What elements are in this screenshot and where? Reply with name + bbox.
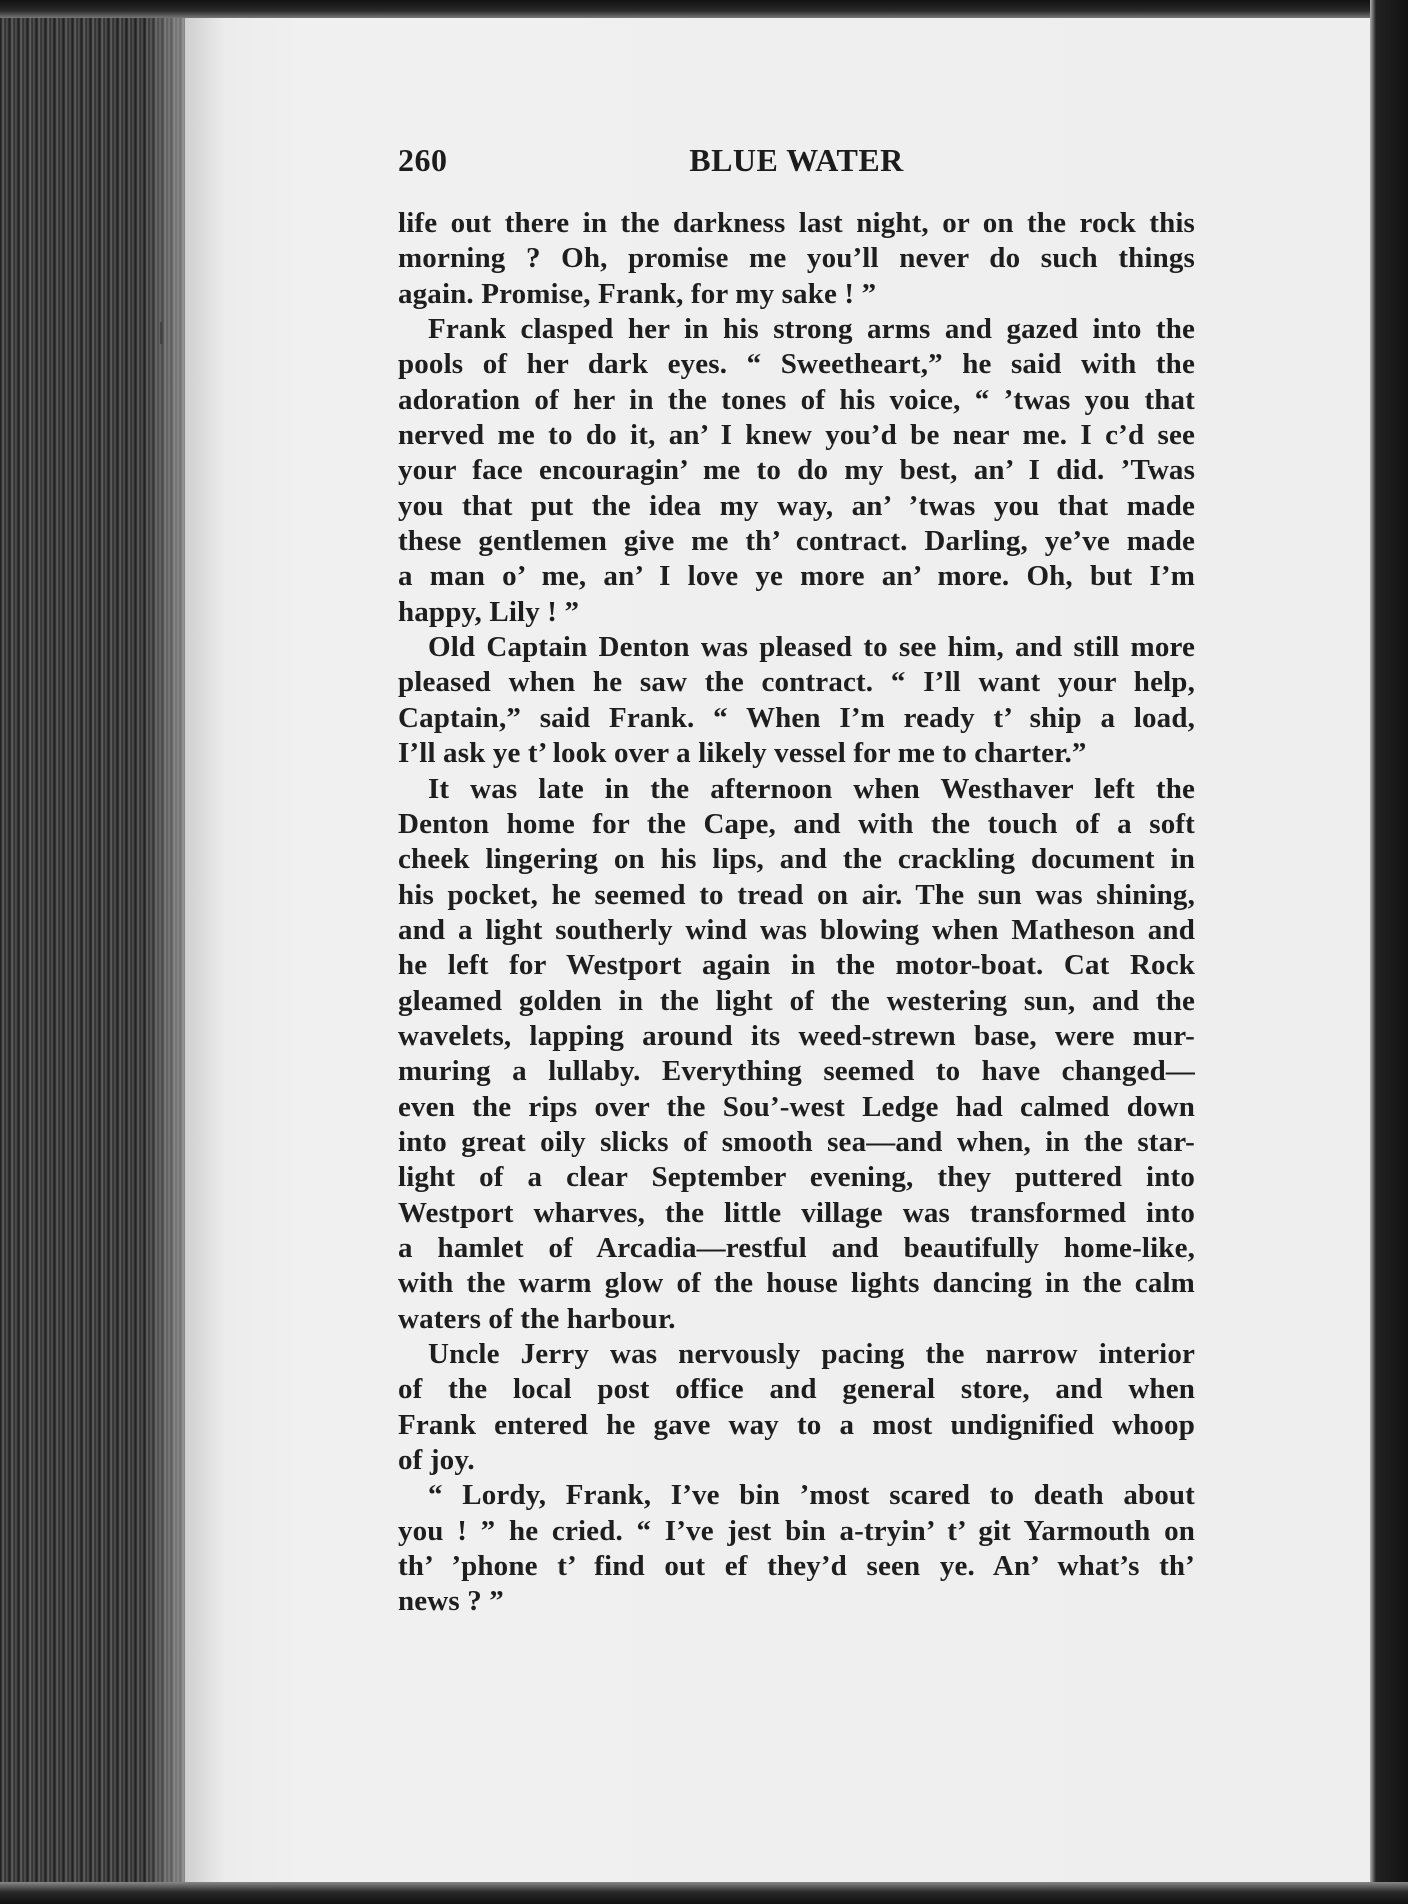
page-paper xyxy=(185,18,1370,1882)
text-line: into great oily slicks of smooth sea—and when, in the star- xyxy=(398,1125,1195,1158)
text-line: gleamed golden in the light of the westering sun, and the xyxy=(398,984,1195,1017)
text-line: news ? ” xyxy=(398,1585,504,1618)
scan-top-border xyxy=(0,0,1408,18)
text-line: life out there in the darkness last night, or on the rock this xyxy=(398,207,1195,239)
text-line: morning ? Oh, promise me you’ll never do such things xyxy=(398,242,1195,275)
text-line: light of a clear September evening, they puttered into xyxy=(398,1161,1195,1194)
scan-right-border xyxy=(1370,0,1408,1904)
text-line: Old Captain Denton was pleased to see him, and still more xyxy=(428,631,1195,664)
page-number: 260 xyxy=(398,142,448,178)
text-line: these gentlemen give me th’ contract. Darling, ye’ve made xyxy=(398,525,1195,558)
text-line: happy, Lily ! ” xyxy=(398,595,580,628)
text-line: and a light southerly wind was blowing when Matheson and xyxy=(398,913,1195,946)
text-line: he left for Westport again in the motor-boat. Cat Rock xyxy=(398,949,1195,982)
text-line: of the local post office and general store, and when xyxy=(398,1373,1195,1406)
text-line: even the rips over the Sou’-west Ledge had calmed down xyxy=(398,1090,1195,1123)
text-line: again. Promise, Frank, for my sake ! ” xyxy=(398,277,877,310)
scan-bottom-border xyxy=(0,1882,1408,1904)
book-title: BLUE WATER xyxy=(689,142,904,178)
text-line: pleased when he saw the contract. “ I’ll want your help, xyxy=(398,666,1195,699)
text-line: wavelets, lapping around its weed-strewn base, were mur- xyxy=(398,1019,1195,1052)
text-line: adoration of her in the tones of his voice, “ ’twas you that xyxy=(398,383,1195,416)
text-line: muring a lullaby. Everything seemed to have changed— xyxy=(398,1055,1195,1088)
text-line: pools of her dark eyes. “ Sweetheart,” he said with the xyxy=(398,348,1195,381)
text-line: waters of the harbour. xyxy=(398,1302,676,1335)
text-line: th’ ’phone t’ find out ef they’d seen ye. An’ what’s th’ xyxy=(398,1550,1195,1583)
text-line: Frank entered he gave way to a most undignified whoop xyxy=(398,1408,1195,1441)
text-line: a man o’ me, an’ I love ye more an’ more. Oh, but I’m xyxy=(398,560,1195,593)
text-line: a hamlet of Arcadia—restful and beautifully home-like, xyxy=(398,1231,1195,1264)
text-line: Denton home for the Cape, and with the touch of a soft xyxy=(398,807,1195,840)
text-line: you ! ” he cried. “ I’ve jest bin a-tryin’ t’ git Yarmouth on xyxy=(398,1514,1195,1547)
margin-mark xyxy=(160,322,163,344)
body-text xyxy=(398,206,1195,1620)
text-line: Frank clasped her in his strong arms and gazed into the xyxy=(428,313,1195,346)
text-line: of joy. xyxy=(398,1444,475,1477)
text-line: cheek lingering on his lips, and the crackling document in xyxy=(398,843,1195,876)
text-line: his pocket, he seemed to tread on air. The sun was shining, xyxy=(398,878,1195,911)
text-line: with the warm glow of the house lights dancing in the calm xyxy=(398,1267,1195,1300)
text-line: It was late in the afternoon when Westhaver left the xyxy=(428,772,1195,805)
running-head xyxy=(398,142,1195,182)
text-line: Westport wharves, the little village was transformed into xyxy=(398,1196,1195,1229)
text-line: Captain,” said Frank. “ When I’m ready t’ ship a load, xyxy=(398,701,1195,734)
book-page-edges xyxy=(0,0,185,1904)
text-line: your face encouragin’ me to do my best, an’ I did. ’Twas xyxy=(398,454,1195,487)
text-line: you that put the idea my way, an’ ’twas you that made xyxy=(398,489,1195,522)
text-line: Uncle Jerry was nervously pacing the narrow interior xyxy=(428,1338,1195,1370)
text-line: “ Lordy, Frank, I’ve bin ’most scared to death about xyxy=(428,1479,1195,1512)
text-line: nerved me to do it, an’ I knew you’d be near me. I c’d see xyxy=(398,419,1195,452)
text-line: I’ll ask ye t’ look over a likely vessel for me to charter.” xyxy=(398,737,1087,770)
